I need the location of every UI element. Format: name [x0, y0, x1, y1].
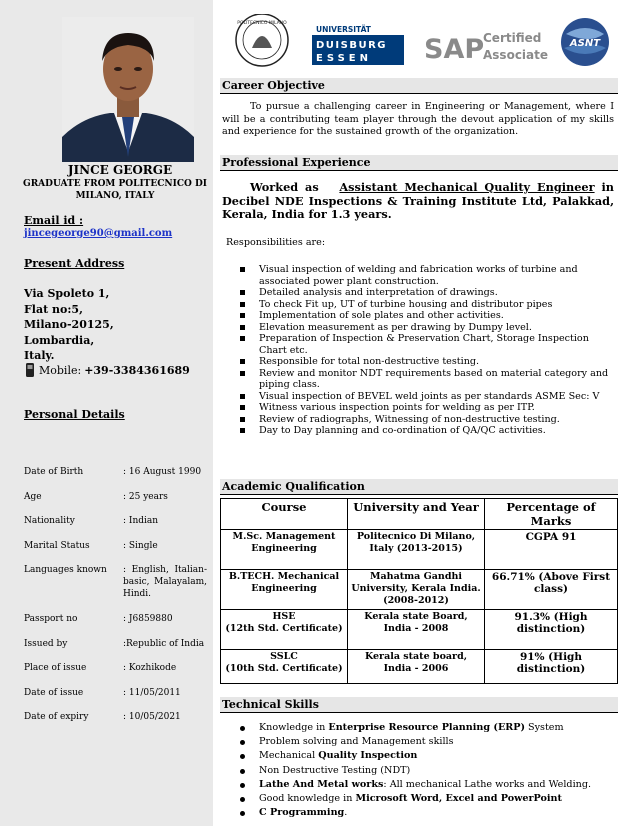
cell-university: Kerala state board, India - 2006	[348, 650, 485, 684]
pd-label: Place of issue	[24, 663, 87, 673]
mobile-number: +39-3384361689	[84, 363, 190, 377]
svg-text:Certified: Certified	[483, 31, 542, 45]
svg-text:ESSEN: ESSEN	[316, 53, 372, 64]
pd-label: Passport no	[24, 614, 78, 624]
logo-strip	[230, 14, 625, 69]
bullet-square-icon	[240, 359, 245, 364]
list-item-text: Review of radiographs, Witnessing of non-destructive testing.	[259, 413, 560, 425]
asnt-logo	[561, 18, 609, 66]
list-item-text: Day to Day planning and co-ordination of QA/QC activities.	[259, 425, 546, 436]
candidate-name: JINCE GEORGE	[67, 163, 173, 177]
pd-label: Marital Status	[24, 541, 90, 551]
bullet-square-icon	[240, 336, 245, 341]
list-item-text: Visual inspection of welding and fabrication works of turbine and associated power plant construction.	[259, 264, 578, 287]
bullet-square-icon	[240, 302, 245, 307]
list-item	[222, 368, 614, 391]
list-item-text: Preparation of Inspection & Preservation Chart, Storage Inspection Chart etc.	[259, 333, 589, 356]
skill-text: .	[344, 807, 348, 819]
address-line: Via Spoleto 1,	[24, 287, 110, 300]
pd-label: Issued by	[24, 639, 68, 649]
list-item-text: To check Fit up, UT of turbine housing and distributor pipes	[259, 298, 553, 310]
table-row	[221, 570, 618, 610]
academic-heading: Academic Qualification	[220, 479, 618, 495]
column-header: University and Year	[348, 499, 485, 530]
pd-value: : Indian	[123, 516, 159, 526]
bullet-square-icon	[240, 405, 245, 410]
bullet-square-icon	[240, 394, 245, 399]
list-item	[222, 414, 614, 426]
address-line: Italy.	[24, 349, 55, 362]
list-item	[222, 333, 614, 356]
list-item-text: Detailed analysis and interpretation of drawings.	[259, 287, 498, 298]
list-item	[222, 391, 614, 403]
pd-value: : 16 August 1990	[123, 467, 202, 477]
pd-value: : 11/05/2011	[123, 688, 181, 698]
list-item-text: Implementation of sole plates and other activities.	[259, 310, 504, 321]
cell-university: Kerala state Board, India - 2008	[348, 610, 485, 650]
list-item	[222, 749, 617, 763]
technical-list	[222, 721, 617, 820]
polimi-logo	[236, 14, 288, 66]
bullet-square-icon	[240, 290, 245, 295]
bullet-square-icon	[240, 417, 245, 422]
bullet-dot-icon	[240, 783, 245, 788]
cell-university: Mahatma Gandhi University, Kerala India. (2008-2012)	[348, 570, 485, 610]
skill-text: Good knowledge in	[259, 793, 356, 805]
address-block	[24, 286, 114, 364]
phone-icon	[24, 362, 36, 378]
cell-marks: 91.3% (High distinction)	[485, 610, 618, 650]
pd-value: : Kozhikode	[123, 663, 177, 673]
list-item	[222, 735, 617, 749]
list-item	[222, 264, 614, 287]
table-row	[221, 530, 618, 570]
course-name: HSE	[272, 611, 296, 622]
list-item	[222, 778, 617, 792]
mobile-row	[24, 362, 190, 378]
pd-value: : English, Italian-basic, Malayalam, Hindi.	[123, 565, 207, 599]
course-sub: (10th Std. Certificate)	[225, 663, 343, 674]
email-link[interactable]: jincegeorge90@gmail.com	[24, 228, 173, 239]
address-line: Lombardia,	[24, 333, 95, 347]
list-item	[222, 402, 614, 414]
career-text: To pursue a challenging career in Engineering or Management, where I will be a contributing team player through the devout application of my skills and experience for the sustained growth of the organization.	[222, 101, 614, 137]
svg-text:POLITECNICO MILANO: POLITECNICO MILANO	[237, 21, 287, 26]
responsibilities-label: Responsibilities are:	[226, 237, 326, 248]
bullet-dot-icon	[240, 811, 245, 816]
pd-label: Date of Birth	[24, 467, 84, 477]
skill-text: Problem solving and Management skills	[259, 736, 454, 748]
cell-course: B.TECH. Mechanical Engineering	[221, 570, 348, 610]
experience-heading: Professional Experience	[220, 155, 618, 171]
mobile-label: Mobile:	[39, 363, 82, 377]
cell-course	[221, 650, 348, 684]
bullet-dot-icon	[240, 754, 245, 759]
responsibilities-list	[222, 264, 614, 437]
pd-value: : 10/05/2021	[123, 712, 181, 722]
cell-course: M.Sc. Management Engineering	[221, 530, 348, 570]
cell-marks: 66.71% (Above First class)	[485, 570, 618, 610]
pd-value: : Single	[123, 541, 158, 551]
list-item	[222, 287, 614, 299]
skill-text: Mechanical	[259, 750, 319, 762]
email-label: Email id :	[24, 214, 84, 227]
job-role: Assistant Mechanical Quality Engineer	[339, 180, 595, 194]
cell-marks: CGPA 91	[485, 530, 618, 570]
pd-label: Languages known	[24, 565, 107, 575]
bullet-dot-icon	[240, 769, 245, 774]
technical-heading: Technical Skills	[220, 697, 618, 713]
bullet-square-icon	[240, 428, 245, 433]
column-header: Course	[221, 499, 348, 530]
cell-course	[221, 610, 348, 650]
worked-as: Worked as	[250, 180, 319, 194]
address-line: Flat no:5,	[24, 302, 83, 316]
list-item	[222, 356, 614, 368]
table-row	[221, 650, 618, 684]
list-item	[222, 310, 614, 322]
skill-bold: Enterprise Resource Planning (ERP)	[328, 722, 525, 733]
skill-bold: Microsoft Word, Excel and PowerPoint	[355, 793, 562, 805]
list-item-text: Responsible for total non-destructive testing.	[259, 356, 480, 367]
list-item-text: Witness various inspection points for welding as per ITP.	[259, 402, 535, 413]
experience-summary	[222, 181, 614, 222]
table-header-row	[221, 499, 618, 530]
course-sub: (12th Std. Certificate)	[225, 623, 343, 634]
bullet-square-icon	[240, 325, 245, 330]
skill-bold: C Programming	[259, 807, 345, 819]
bullet-square-icon	[240, 313, 245, 318]
svg-text:DUISBURG: DUISBURG	[316, 40, 387, 51]
cell-marks: 91% (High distinction)	[485, 650, 618, 684]
cell-university: Politecnico Di Milano, Italy (2013-2015)	[348, 530, 485, 570]
pd-label: Date of issue	[24, 688, 84, 698]
svg-text:Associate: Associate	[483, 48, 549, 62]
ude-logo	[312, 24, 404, 65]
skill-text: System	[524, 722, 564, 733]
list-item	[222, 792, 617, 806]
sap-certified-logo	[424, 31, 548, 65]
skill-text: Non Destructive Testing (NDT)	[259, 764, 411, 776]
list-item	[222, 721, 617, 735]
bullet-dot-icon	[240, 740, 245, 745]
pd-value: : 25 years	[123, 492, 168, 502]
list-item	[222, 299, 614, 311]
course-name: SSLC	[270, 651, 298, 662]
svg-text:SAP: SAP	[424, 34, 485, 65]
list-item	[222, 764, 617, 778]
address-line: Milano-20125,	[24, 318, 114, 331]
address-label: Present Address	[24, 257, 125, 270]
bullet-dot-icon	[240, 726, 245, 731]
bullet-square-icon	[240, 371, 245, 376]
personal-details-label: Personal Details	[24, 408, 125, 421]
pd-label: Age	[24, 492, 42, 502]
skill-text: : All mechanical Lathe works and Welding.	[383, 778, 592, 790]
list-item-text: Visual inspection of BEVEL weld joints as per standards ASME Sec: V	[259, 390, 600, 402]
skill-bold: Lathe And Metal works	[259, 778, 384, 790]
svg-text:ASNT: ASNT	[569, 38, 601, 49]
profile-photo	[62, 17, 194, 162]
list-item-text: Review and monitor NDT requirements based on material category and piping class.	[259, 367, 609, 390]
career-heading: Career Objective	[220, 78, 618, 94]
skill-text: Knowledge in	[259, 722, 329, 733]
pd-value: :Republic of India	[123, 639, 205, 649]
pd-label: Date of expiry	[24, 712, 89, 722]
academic-table	[220, 498, 618, 684]
list-item	[222, 322, 614, 334]
candidate-subtitle: GRADUATE FROM POLITECNICO DI MILANO, ITALY	[23, 179, 207, 201]
pd-value: : J6859880	[123, 614, 173, 624]
column-header: Percentage of Marks	[485, 499, 618, 530]
table-row	[221, 610, 618, 650]
svg-text:UNIVERSITÄT: UNIVERSITÄT	[316, 25, 371, 34]
bullet-square-icon	[240, 267, 245, 272]
list-item	[222, 806, 617, 820]
pd-label: Nationality	[24, 516, 75, 526]
bullet-dot-icon	[240, 797, 245, 802]
list-item	[222, 425, 614, 437]
list-item-text: Elevation measurement as per drawing by Dumpy level.	[259, 321, 532, 333]
skill-bold: Quality Inspection	[318, 750, 418, 762]
employer-text: in Decibel NDE Inspections & Training Institute Ltd, Palakkad, Kerala, India for 1.3 years.	[222, 180, 614, 221]
